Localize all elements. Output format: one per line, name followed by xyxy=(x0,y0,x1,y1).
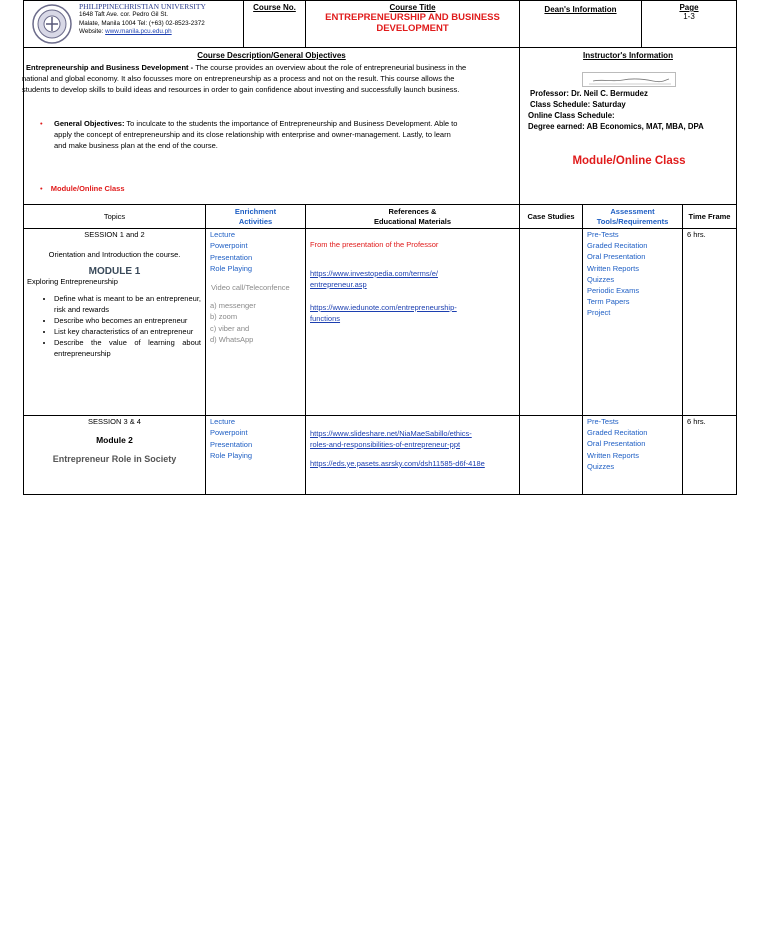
row1-assessment-item: Quizzes xyxy=(587,274,615,284)
th-topics-label: Topics xyxy=(103,212,126,221)
row1-activity: Lecture xyxy=(210,230,236,239)
th-time-label: Time Frame xyxy=(688,212,731,221)
course-title-line-2: DEVELOPMENT xyxy=(376,23,449,34)
instructor-heading: Instructor's Information xyxy=(583,51,673,60)
row1-activity: Presentation xyxy=(210,252,253,262)
page-value: 1-3 xyxy=(683,12,695,21)
row2-case-studies xyxy=(519,415,583,495)
module-bullet-item xyxy=(40,183,340,194)
row1-platform: d) WhatsApp xyxy=(210,335,254,345)
objectives-line-3: and make business plan at the end of the course. xyxy=(54,141,218,150)
objective-bullet-icon: • xyxy=(40,119,43,128)
row1-ref-link-iedunote-cont[interactable]: functions xyxy=(310,314,341,323)
row1-ref-link-iedunote[interactable]: https://www.iedunote.com/entrepreneurship- xyxy=(310,303,457,312)
th-assessment xyxy=(582,204,683,229)
course-title-line-1: ENTREPRENEURSHIP AND BUSINESS xyxy=(325,12,500,23)
row1-ref-link-investopedia[interactable]: https://www.investopedia.com/terms/e/ xyxy=(310,269,438,278)
deans-info-label: Dean's Information xyxy=(544,5,617,14)
instructor-module: Module/Online Class xyxy=(572,155,686,167)
university-address-2: Malate, Manila 1004 Tel: (+63) 02-8523-2372 xyxy=(79,19,205,27)
row1-objective-item: • List key characteristics of an entrepreneur xyxy=(54,326,201,337)
university-address-1: 1648 Taft Ave. cor. Pedro Gil St. xyxy=(79,11,169,18)
deans-info-cell xyxy=(519,0,642,48)
signature-icon xyxy=(583,73,675,86)
row2-topics xyxy=(23,415,206,495)
th-enrichment xyxy=(205,204,306,229)
row2-ref-link-slideshare-cont[interactable]: roles-and-responsibilities-of-entrepreneur-ppt xyxy=(310,440,461,449)
row1-time: 6 hrs. xyxy=(687,230,706,239)
th-time-frame xyxy=(682,204,737,229)
row2-ref-link-slideshare[interactable]: https://www.slideshare.net/NiaMaeSabillo/ethics- xyxy=(310,429,472,438)
page-cell xyxy=(641,0,737,48)
row1-objective-item: • Describe who becomes an entrepreneur xyxy=(54,315,201,326)
row2-ref-link-third[interactable]: https://eds.ye.pasets.asrsky.com/dsh11585-d6f-418e xyxy=(310,459,485,468)
row1-assessment xyxy=(582,228,683,416)
row2-activity: Lecture xyxy=(210,417,236,426)
instructor-cell xyxy=(519,47,737,205)
row2-time-frame xyxy=(682,415,737,495)
instructor-professor: Professor: Dr. Neil C. Bermudez xyxy=(530,89,648,98)
th-enrichment-label-1: Enrichment xyxy=(234,207,277,216)
university-seal-icon xyxy=(32,4,72,44)
page-label: Page xyxy=(679,3,699,12)
row2-assessment-item: Quizzes xyxy=(587,461,615,471)
description-lead: Entrepreneurship and Business Development - xyxy=(26,63,196,72)
row1-assessment-item: Periodic Exams xyxy=(587,286,640,296)
row2-references xyxy=(305,415,520,495)
university-name: PHILIPPINECHRISTIAN UNIVERSITY xyxy=(79,2,206,11)
th-references-label-1: References & xyxy=(388,207,437,216)
row2-activity: Presentation xyxy=(210,439,253,449)
row1-subtitle: Exploring Entrepreneurship xyxy=(27,277,118,286)
row1-assessment-item: Pre-Tests xyxy=(587,230,619,239)
row1-assessment-item: Term Papers xyxy=(587,297,630,307)
description-line-1: The course provides an overview about the role of entrepreneurial business in the xyxy=(195,63,467,72)
row2-assessment-item: Graded Recitation xyxy=(587,428,648,438)
th-case-label: Case Studies xyxy=(527,212,575,221)
objectives-line-1: To inculcate to the students the importance of Entrepreneurship and Business Development. Able to xyxy=(124,119,458,128)
row1-assessment-item: Graded Recitation xyxy=(587,241,648,251)
objectives-label: General Objectives: xyxy=(54,119,125,128)
row1-enrichment xyxy=(205,228,306,416)
row2-assessment-item: Written Reports xyxy=(587,450,639,460)
row2-activity: Role Playing xyxy=(210,450,253,460)
signature-box xyxy=(582,72,676,87)
row1-platform: a) messenger xyxy=(210,301,256,311)
row1-references xyxy=(305,228,520,416)
row2-session: SESSION 3 & 4 xyxy=(88,417,141,426)
course-no-cell xyxy=(243,0,306,48)
row1-activity: Role Playing xyxy=(210,263,253,273)
th-case-studies xyxy=(519,204,583,229)
row1-platform: b) zoom xyxy=(210,312,238,322)
website-label: Website: xyxy=(79,28,106,35)
th-enrichment-label-2: Activities xyxy=(238,217,273,226)
row1-video-call: Video call/Teleconfence xyxy=(211,283,290,293)
course-title-cell xyxy=(305,0,520,48)
objectives-line-2: apply the concept of entrepreneurship and its close relationship with enterprise and owner-management. Lastly, to learn xyxy=(54,130,451,139)
row2-enrichment xyxy=(205,415,306,495)
row1-activity: Powerpoint xyxy=(210,241,248,251)
row2-activity: Powerpoint xyxy=(210,428,248,438)
instructor-degree: Degree earned: AB Economics, MAT, MBA, DPA xyxy=(528,122,704,131)
row1-session: SESSION 1 and 2 xyxy=(84,230,145,239)
row2-subtitle: Entrepreneur Role in Society xyxy=(52,454,177,464)
row1-case-studies xyxy=(519,228,583,416)
row2-assessment xyxy=(582,415,683,495)
row1-orientation: Orientation and Introduction the course. xyxy=(48,250,181,259)
course-no-label: Course No. xyxy=(253,3,296,12)
row1-assessment-item: Project xyxy=(587,308,611,318)
university-cell xyxy=(23,0,244,48)
row2-assessment-item: Pre-Tests xyxy=(587,417,619,426)
row1-assessment-item: Oral Presentation xyxy=(587,252,646,262)
module-bullet-label: Module/Online Class xyxy=(50,184,125,193)
row1-ref-link-investopedia-cont[interactable]: entrepreneur.asp xyxy=(310,280,367,289)
row2-time: 6 hrs. xyxy=(687,417,706,426)
description-heading: Course Description/General Objectives xyxy=(197,51,346,60)
th-references xyxy=(305,204,520,229)
instructor-online-schedule: Online Class Schedule: xyxy=(528,111,615,120)
instructor-class-schedule: Class Schedule: Saturday xyxy=(530,100,626,109)
row2-assessment-item: Oral Presentation xyxy=(587,439,646,449)
th-assessment-label-2: Tools/Requirements xyxy=(596,217,669,226)
row2-module: Module 2 xyxy=(96,435,133,445)
row1-platform: c) viber and xyxy=(210,323,250,333)
general-objectives xyxy=(40,118,510,151)
row1-objectives-list xyxy=(24,293,205,359)
module-bullet-icon: • xyxy=(40,184,43,193)
row1-objective-item: • Define what is meant to be an entrepreneur, risk and rewards xyxy=(54,293,201,315)
website-link[interactable]: www.manila.pcu.edu.ph xyxy=(105,28,172,35)
course-title-label: Course Title xyxy=(389,3,436,12)
row1-module: MODULE 1 xyxy=(88,266,141,277)
th-topics xyxy=(23,204,206,229)
th-assessment-label-1: Assessment xyxy=(610,207,655,216)
description-line-2: national and global economy. It also focusses more on entrepreneurship as a process and not on the result. This course allows the xyxy=(22,74,455,83)
description-text xyxy=(22,62,518,95)
row1-ref-professor: From the presentation of the Professor xyxy=(310,240,439,249)
row1-time-frame xyxy=(682,228,737,416)
th-references-label-2: Educational Materials xyxy=(373,217,452,226)
row1-topics xyxy=(23,228,206,416)
row1-objective-item: • Describe the value of learning about entrepreneurship xyxy=(54,337,201,359)
description-line-3: students to develop skills to build ideas and resources in order to gain confidence about investing and successfully launch business. xyxy=(22,85,460,94)
row1-assessment-item: Written Reports xyxy=(587,263,639,273)
row2-clip xyxy=(0,415,768,471)
